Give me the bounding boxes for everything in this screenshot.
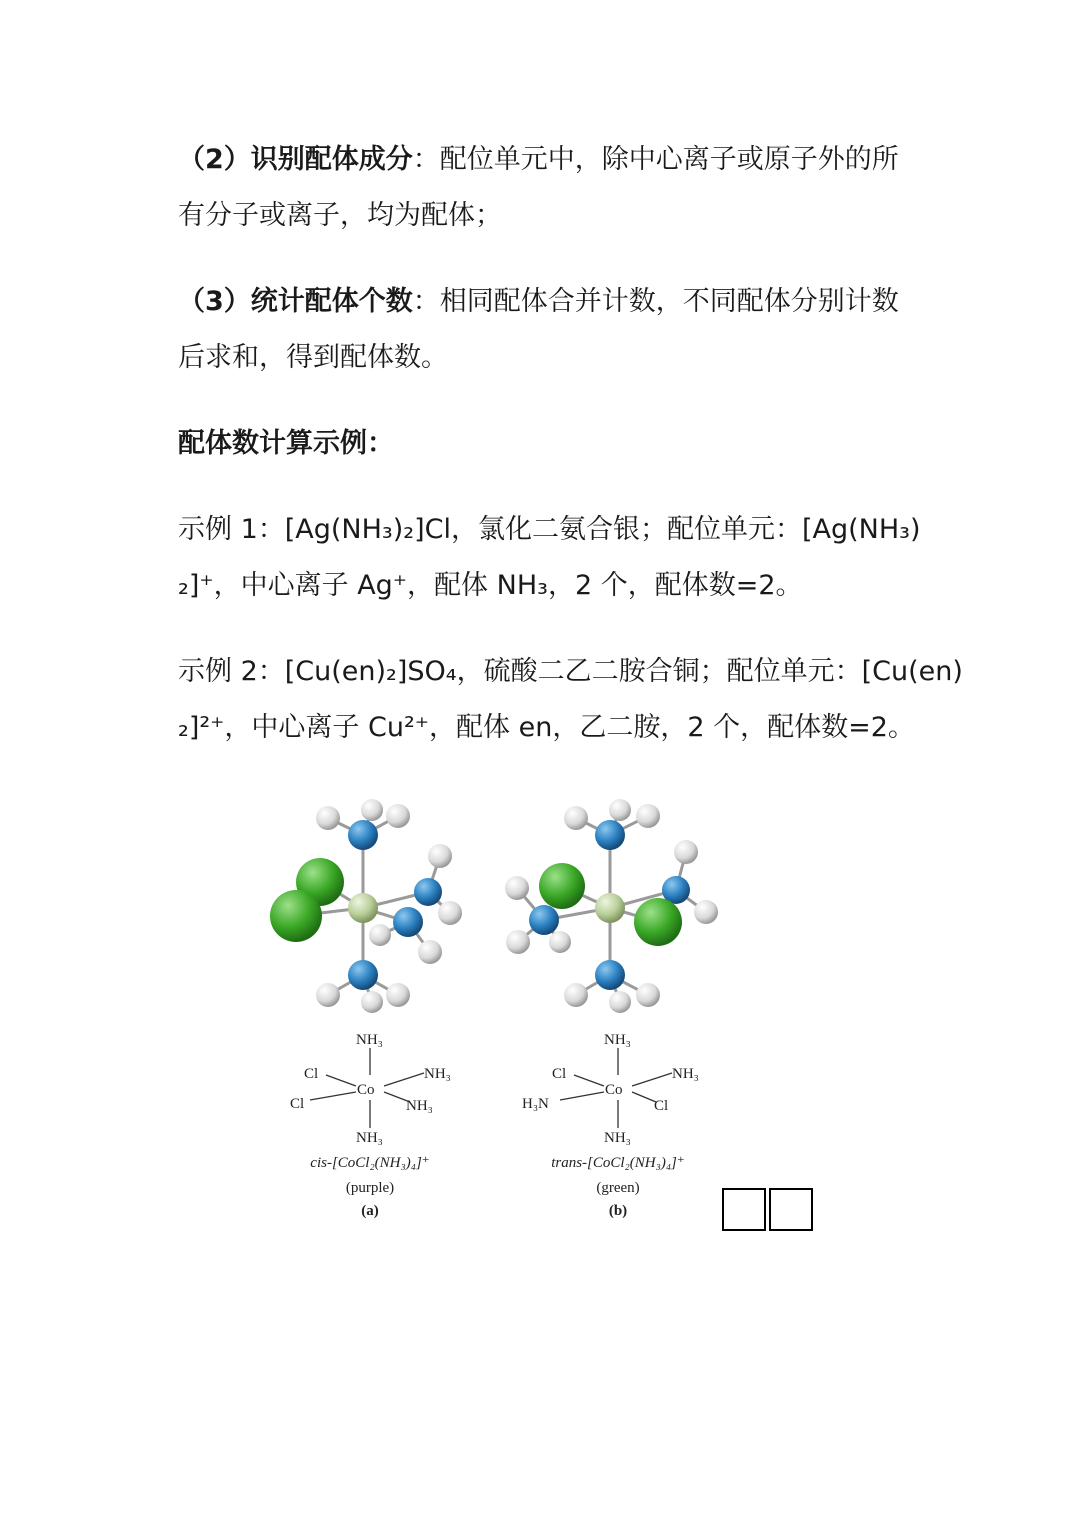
cis-tag: (a) — [361, 1203, 379, 1219]
hydrogen-atom — [316, 806, 340, 830]
nitrogen-atom — [529, 905, 559, 935]
hydrogen-atom — [636, 983, 660, 1007]
hydrogen-atom — [564, 806, 588, 830]
hydrogen-atom — [361, 991, 383, 1013]
hydrogen-atom — [694, 900, 718, 924]
hydrogen-atom — [369, 924, 391, 946]
hydrogen-atom — [418, 940, 442, 964]
step-3-text: ：相同配体合并计数，不同配体分别计数 — [412, 286, 899, 317]
nitrogen-atom — [393, 907, 423, 937]
example-2-line-2: ₂]²⁺，中心离子 Cu²⁺，配体 en，乙二胺，2 个，配体数=2。 — [178, 712, 915, 743]
cobalt-atom — [595, 893, 625, 923]
hydrogen-atom — [386, 804, 410, 828]
cis-right-lower-ligand: NH₃ — [406, 1098, 433, 1114]
example-2-line-1: 示例 2：[Cu(en)₂]SO₄，硫酸二乙二胺合铜；配位单元：[Cu(en) — [178, 656, 963, 687]
nitrogen-atom — [414, 878, 442, 906]
empty-box — [722, 1188, 766, 1231]
hydrogen-atom — [386, 983, 410, 1007]
hydrogen-atom — [564, 983, 588, 1007]
trans-color: (green) — [596, 1180, 640, 1196]
hydrogen-atom — [609, 799, 631, 821]
trans-bottom-ligand: NH₃ — [604, 1130, 631, 1146]
nitrogen-atom — [595, 820, 625, 850]
hydrogen-atom — [506, 930, 530, 954]
cis-left-lower-ligand: Cl — [290, 1096, 305, 1112]
step-3-label: （3）统计配体个数 — [178, 286, 413, 317]
cobalt-atom — [348, 893, 378, 923]
nitrogen-atom — [348, 960, 378, 990]
hydrogen-atom — [636, 804, 660, 828]
hydrogen-atom — [505, 876, 529, 900]
cis-structural-formula — [290, 1032, 451, 1219]
example-1-line-2: ₂]⁺，中心离子 Ag⁺，配体 NH₃，2 个，配体数=2。 — [178, 570, 803, 601]
hydrogen-atom — [438, 901, 462, 925]
trans-center-atom: Co — [605, 1082, 623, 1098]
hydrogen-atom — [674, 840, 698, 864]
trans-structural-formula — [522, 1032, 699, 1219]
paragraph-3-line-1 — [178, 282, 899, 322]
trans-right-upper-ligand: NH₃ — [672, 1066, 699, 1082]
hydrogen-atom — [361, 799, 383, 821]
trans-tag: (b) — [608, 1203, 628, 1219]
paragraph-2-line-2: 有分子或离子，均为配体； — [178, 200, 502, 231]
step-2-text: ：配位单元中，除中心离子或原子外的所 — [412, 144, 899, 175]
cis-isomer-model — [270, 799, 462, 1013]
trans-top-ligand: NH₃ — [604, 1032, 631, 1048]
trans-right-lower-ligand: Cl — [654, 1098, 669, 1114]
octahedral-isomers-figure — [260, 790, 820, 1240]
cis-left-upper-ligand: Cl — [304, 1066, 319, 1082]
section-heading: 配体数计算示例： — [178, 428, 394, 459]
trans-formula: trans-[CoCl₂(NH₃)₄]⁺ — [551, 1155, 685, 1171]
empty-box — [769, 1188, 813, 1231]
step-2-label: （2）识别配体成分 — [178, 144, 413, 175]
cis-center-atom: Co — [357, 1082, 375, 1098]
nitrogen-atom — [348, 820, 378, 850]
example-1-line-1: 示例 1：[Ag(NH₃)₂]Cl，氯化二氨合银；配位单元：[Ag(NH₃) — [178, 514, 921, 545]
paragraph-3-line-2: 后求和，得到配体数。 — [178, 342, 448, 373]
chlorine-atom — [539, 863, 585, 909]
cis-top-ligand: NH₃ — [356, 1032, 383, 1048]
hydrogen-atom — [549, 931, 571, 953]
cis-right-upper-ligand: NH₃ — [424, 1066, 451, 1082]
cis-bottom-ligand: NH₃ — [356, 1130, 383, 1146]
cis-color: (purple) — [345, 1180, 395, 1196]
chlorine-atom — [634, 898, 682, 946]
nitrogen-atom — [595, 960, 625, 990]
paragraph-2-line-1 — [178, 140, 899, 180]
trans-left-upper-ligand: Cl — [552, 1066, 567, 1082]
chlorine-atom — [270, 890, 322, 942]
cis-formula: cis-[CoCl₂(NH₃)₄]⁺ — [310, 1155, 430, 1171]
hydrogen-atom — [428, 844, 452, 868]
trans-isomer-model — [505, 799, 718, 1013]
hydrogen-atom — [609, 991, 631, 1013]
hydrogen-atom — [316, 983, 340, 1007]
trans-left-lower-ligand: H₃N — [522, 1096, 549, 1112]
